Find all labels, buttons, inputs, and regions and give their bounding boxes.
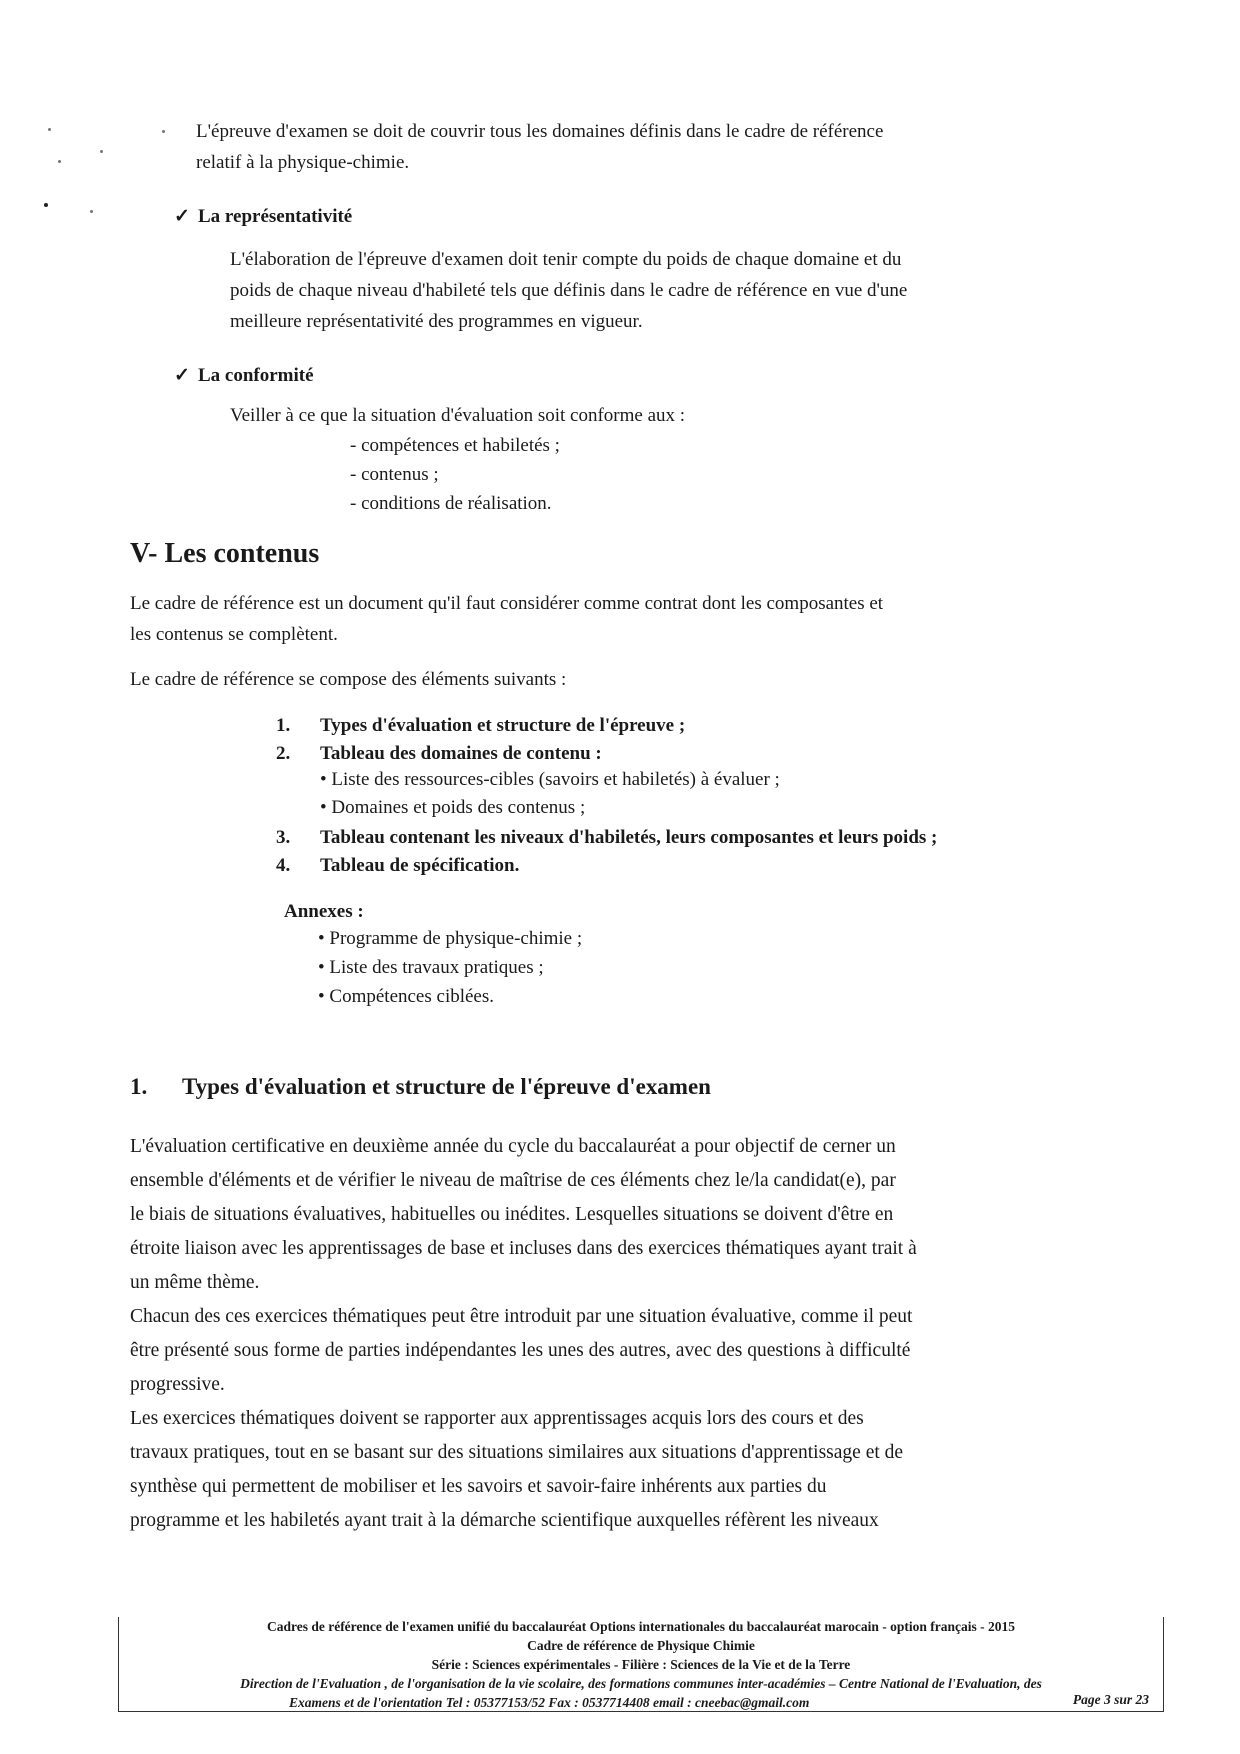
item-text: Tableau des domaines de contenu : [320, 743, 602, 764]
scan-speck [90, 210, 93, 213]
text-line: L'évaluation certificative en deuxième année du cycle du baccalauréat a pour objectif de cerner un [130, 1136, 896, 1157]
sub-list [320, 766, 780, 822]
scan-speck [100, 150, 103, 153]
subsection-title: Types d'évaluation et structure de l'épreuve d'examen [182, 1074, 711, 1099]
annexes-list [318, 924, 582, 1011]
footer-line: Cadres de référence de l'examen unifié du baccalauréat Options internationales du baccalauréat marocain - option français - 2015 [266, 1619, 1016, 1634]
section-paragraph: Le cadre de référence se compose des éléments suivants : [130, 669, 567, 690]
checkmark-icon: ✓ [174, 365, 190, 386]
list-item: • Domaines et poids des contenus ; [320, 797, 586, 818]
numbered-item [276, 738, 602, 769]
numbered-item [276, 850, 519, 881]
item-number: 1. [276, 715, 291, 736]
item-number: 2. [276, 743, 291, 764]
section-paragraph [130, 588, 883, 650]
text-line: travaux pratiques, tout en se basant sur des situations similaires aux situations d'apprentissage et de [130, 1442, 904, 1463]
list-item: - contenus ; [350, 464, 439, 485]
intro-paragraph [196, 116, 883, 178]
footer-line: Série : Sciences expérimentales - Filière : Sciences de la Vie et de la Terre [431, 1657, 851, 1672]
text-line: L'épreuve d'examen se doit de couvrir tous les domaines définis dans le cadre de référence [196, 121, 884, 142]
text-line: poids de chaque niveau d'habileté tels que définis dans le cadre de référence en vue d'une [230, 280, 908, 301]
criterion-title: La représentativité [198, 206, 353, 227]
list-item: - conditions de réalisation. [350, 493, 552, 514]
criterion-intro: Veiller à ce que la situation d'évaluation soit conforme aux : [230, 405, 686, 426]
list-item: • Compétences ciblées. [318, 986, 495, 1007]
scan-speck [44, 203, 48, 207]
conformity-list [350, 431, 560, 518]
list-item: - compétences et habiletés ; [350, 435, 560, 456]
text-line: le biais de situations évaluatives, habituelles ou inédites. Lesquelles situations se doivent d'être en [130, 1204, 894, 1225]
scan-speck [58, 160, 61, 163]
page-number: Page 3 sur 23 [1072, 1692, 1149, 1707]
criterion-title: La conformité [198, 365, 314, 386]
criterion-paragraph [230, 244, 907, 337]
text-line: étroite liaison avec les apprentissages de base et incluses dans des exercices thématiques ayant trait à [130, 1238, 917, 1259]
section-title: V- Les contenus [130, 538, 320, 569]
footer-line: Direction de l'Evaluation , de l'organisation de la vie scolaire, des formations communes inter-académies – Centre National de l'Evaluation, des [240, 1676, 1042, 1691]
list-item: • Liste des ressources-cibles (savoirs et habiletés) à évaluer ; [320, 769, 780, 790]
text-line: relatif à la physique-chimie. [196, 152, 410, 173]
text-line: programme et les habiletés ayant trait à la démarche scientifique auxquelles réfèrent les niveaux [130, 1510, 879, 1531]
scan-speck [48, 128, 51, 131]
text-line: ensemble d'éléments et de vérifier le niveau de maîtrise de ces éléments chez le/la candidat(e), par [130, 1170, 896, 1191]
annexes-title: Annexes : [284, 901, 364, 922]
footer-line: Examens et de l'orientation Tel : 05377153/52 Fax : 0537714408 email : cneebac@gmail.com [289, 1695, 810, 1710]
text-line: être présenté sous forme de parties indépendantes les unes des autres, avec des questions à difficulté [130, 1340, 911, 1361]
scan-speck [162, 130, 165, 133]
numbered-item [276, 710, 685, 741]
list-item: • Liste des travaux pratiques ; [318, 957, 544, 978]
criterion-heading [174, 205, 352, 228]
text-line: Chacun des ces exercices thématiques peut être introduit par une situation évaluative, comme il peut [130, 1306, 913, 1327]
subsection-number: 1. [130, 1074, 148, 1099]
text-line: Les exercices thématiques doivent se rapporter aux apprentissages acquis lors des cours et des [130, 1408, 864, 1429]
text-line: meilleure représentativité des programmes en vigueur. [230, 311, 643, 332]
item-text: Tableau contenant les niveaux d'habiletés, leurs composantes et leurs poids ; [320, 827, 938, 848]
numbered-item [276, 822, 937, 853]
text-line: progressive. [130, 1374, 225, 1395]
text-line: un même thème. [130, 1272, 260, 1293]
text-line: L'élaboration de l'épreuve d'examen doit tenir compte du poids de chaque domaine et du [230, 249, 902, 270]
criterion-heading [174, 364, 314, 387]
item-number: 4. [276, 855, 291, 876]
subsection-heading [130, 1074, 711, 1100]
text-line: Le cadre de référence est un document qu'il faut considérer comme contrat dont les composantes et [130, 593, 884, 614]
footer-line: Cadre de référence de Physique Chimie [527, 1638, 755, 1653]
item-text: Types d'évaluation et structure de l'épreuve ; [320, 715, 686, 736]
text-line: les contenus se complètent. [130, 624, 338, 645]
checkmark-icon: ✓ [174, 206, 190, 227]
item-text: Tableau de spécification. [320, 855, 520, 876]
item-number: 3. [276, 827, 291, 848]
subsection-body [130, 1130, 1150, 1538]
text-line: synthèse qui permettent de mobiliser et les savoirs et savoir-faire inhérents aux parties du [130, 1476, 827, 1497]
list-item: • Programme de physique-chimie ; [318, 928, 583, 949]
page-footer [118, 1617, 1164, 1712]
